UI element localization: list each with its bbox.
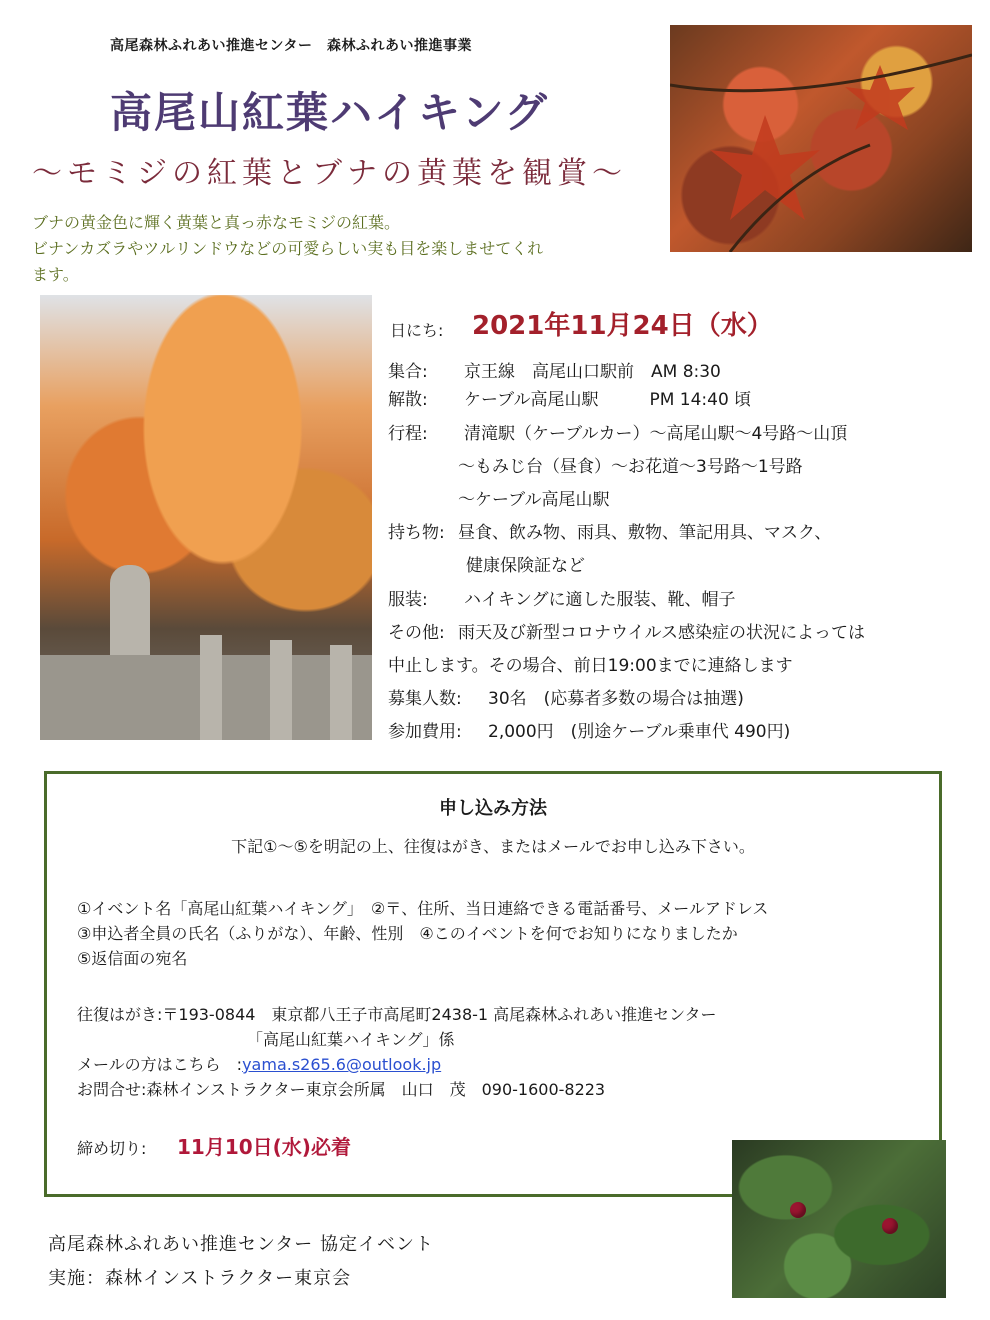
page-subtitle: 〜モミジの紅葉とブナの黄葉を観賞〜	[32, 156, 627, 191]
clothing-label: 服装:	[388, 590, 428, 610]
clothing-row	[388, 584, 736, 617]
maple-leaves-photo	[670, 25, 972, 252]
capacity-label: 募集人数:	[388, 689, 462, 709]
email-link[interactable]: yama.s265.6@outlook.jp	[242, 1055, 442, 1074]
route-row	[388, 418, 847, 451]
capacity-row	[388, 683, 744, 716]
items-line: 昼食、飲み物、雨具、敷物、筆記用具、マスク、	[458, 523, 832, 543]
stone-post-shape	[270, 640, 292, 740]
organizer-heading: 高尾森林ふれあい推進センター 森林ふれあい推進事業	[110, 38, 472, 54]
dismiss-value: ケーブル高尾山駅 PM 14:40 頃	[464, 390, 752, 410]
postcard-attention: 「高尾山紅葉ハイキング」係	[247, 1030, 455, 1049]
maple-leaf-icon	[670, 25, 972, 252]
application-box	[44, 771, 942, 1197]
dismiss-row	[388, 384, 751, 417]
items-label: 持ち物:	[388, 523, 445, 543]
mail-row	[77, 1052, 441, 1077]
berry-icon	[882, 1218, 898, 1234]
other-label: その他:	[388, 623, 445, 643]
meet-label: 集合:	[388, 362, 428, 382]
other-line: 中止します。その場合、前日19:00までに連絡します	[388, 656, 793, 676]
footer-organizer: 実施：森林インストラクター東京会	[48, 1268, 352, 1289]
date-label: 日にち:	[390, 321, 444, 340]
fee-label: 参加費用:	[388, 722, 462, 742]
route-label: 行程:	[388, 424, 428, 444]
footer-event-type: 高尾森林ふれあい推進センター 協定イベント	[48, 1234, 434, 1255]
intro-line: ます。	[32, 265, 79, 284]
stone-post-shape	[330, 645, 352, 740]
autumn-tree-photo	[40, 295, 372, 740]
dismiss-label: 解散:	[388, 390, 428, 410]
deadline-value: 11月10日(水)必着	[177, 1135, 351, 1159]
other-row	[388, 617, 865, 650]
mail-label: メールの方はこちら :	[77, 1055, 243, 1074]
intro-line: ブナの黄金色に輝く黄葉と真っ赤なモミジの紅葉。	[32, 213, 401, 232]
fee-row	[388, 716, 790, 749]
clothing-value: ハイキングに適した服装、靴、帽子	[464, 590, 736, 610]
date-value: 2021年11月24日（水）	[472, 311, 773, 341]
berry-icon	[790, 1202, 806, 1218]
other-line: 雨天及び新型コロナウイルス感染症の状況によっては	[458, 623, 865, 643]
route-line: 〜もみじ台（昼食）〜お花道〜3号路〜1号路	[458, 457, 803, 477]
route-line: 〜ケーブル高尾山駅	[458, 490, 610, 510]
page-title: 高尾山紅葉ハイキング	[110, 88, 549, 137]
fee-value: 2,000円 (別途ケーブル乗車代 490円)	[488, 722, 791, 742]
capacity-value: 30名 (応募者多数の場合は抽選)	[488, 689, 744, 709]
items-line: 健康保険証など	[466, 556, 585, 576]
items-row	[388, 517, 831, 550]
application-title: 申し込み方法	[439, 798, 547, 819]
stone-post-shape	[200, 635, 222, 740]
postcard-address: 往復はがき:〒193-0844 東京都八王子市高尾町2438-1 高尾森林ふれあい推進センター	[77, 1005, 717, 1024]
route-line: 清滝駅（ケーブルカー）〜高尾山駅〜4号路〜山頂	[464, 424, 848, 444]
requirement-line: ⑤返信面の宛名	[77, 949, 188, 968]
application-instruction: 下記①〜⑤を明記の上、往復はがき、またはメールでお申し込み下さい。	[231, 837, 755, 856]
requirement-line: ③申込者全員の氏名（ふりがな）、年齢、性別 ④このイベントを何でお知りになりましたか	[77, 924, 738, 943]
deadline-label: 締め切り:	[77, 1139, 147, 1158]
contact-info: お問合せ:森林インストラクター東京会所属 山口 茂 090-1600-8223	[77, 1080, 606, 1099]
berries-photo	[732, 1140, 946, 1298]
requirement-line: ①イベント名「高尾山紅葉ハイキング」 ②〒、住所、当日連絡できる電話番号、メールアドレス	[77, 899, 769, 918]
meet-value: 京王線 高尾山口駅前 AM 8:30	[464, 362, 721, 382]
intro-line: ビナンカズラやツルリンドウなどの可愛らしい実も目を楽しませてくれ	[32, 239, 544, 258]
intro-text	[32, 210, 662, 288]
